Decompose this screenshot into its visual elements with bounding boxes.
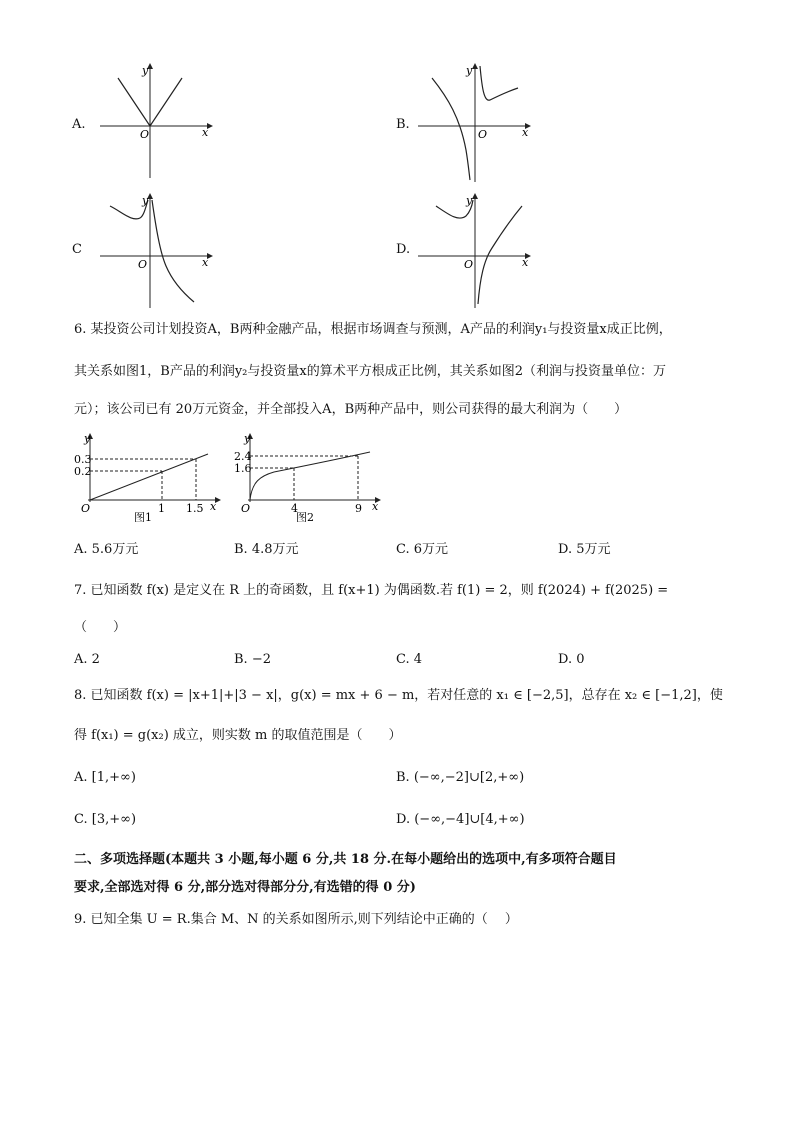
figure-caption: 图1 xyxy=(134,511,152,522)
y-label: y xyxy=(84,432,91,445)
q7-line-1: 7. 已知函数 f(x) 是定义在 R 上的奇函数，且 f(x+1) 为偶函数.若 f(1) = 2，则 f(2024) + f(2025) = xyxy=(74,583,669,598)
x-label: x xyxy=(210,500,217,513)
tick-y1: 2.4 xyxy=(234,450,252,463)
tick-x2: 9 xyxy=(355,502,362,515)
curve-y2 xyxy=(250,452,370,500)
x-label: x xyxy=(202,126,209,139)
tick-y1: 0.3 xyxy=(74,453,92,466)
curve-right xyxy=(152,200,194,302)
origin-label: O xyxy=(81,502,91,515)
y-label: y xyxy=(244,432,251,445)
tick-y2: 0.2 xyxy=(74,465,92,478)
section-2-line-1: 二、多项选择题(本题共 3 小题,每小题 6 分,共 18 分.在每小题给出的选项中,有多项符合题目 xyxy=(74,852,617,867)
graph-d xyxy=(418,188,538,310)
graph-c xyxy=(100,188,220,310)
option-d-label: D. xyxy=(396,242,411,257)
y-label: y xyxy=(466,64,473,77)
origin-label: O xyxy=(478,128,488,141)
q7-option-d: D. 0 xyxy=(558,652,585,667)
origin-label: O xyxy=(464,258,474,271)
figure-caption: 图2 xyxy=(296,511,314,522)
origin-label: O xyxy=(140,128,150,141)
section-2-line-2: 要求,全部选对得 6 分,部分选对得部分分,有选错的得 0 分) xyxy=(74,880,416,895)
q6-line-3: 元）；该公司已有 20万元资金，并全部投入A，B两种产品中，则公司获得的最大利润为（ ） xyxy=(74,402,628,417)
q7-option-a: A. 2 xyxy=(74,652,100,667)
tick-x1: 4 xyxy=(291,502,298,515)
origin-label: O xyxy=(241,502,251,515)
q6-line-1: 6. 某投资公司计划投资A，B两种金融产品，根据市场调查与预测，A产品的利润y₁与投资量x成正比例， xyxy=(74,322,672,337)
q9-line-1: 9. 已知全集 U = R.集合 M、N 的关系如图所示,则下列结论中正确的（ ） xyxy=(74,912,518,927)
tick-x2: 1.5 xyxy=(186,502,204,515)
q6-line-2: 其关系如图1，B产品的利润y₂与投资量x的算术平方根成正比例，其关系如图2（利润与投资量单位：万 xyxy=(74,364,666,379)
y-label: y xyxy=(466,194,473,207)
q8-option-b: B. (−∞,−2]∪[2,+∞) xyxy=(396,770,525,785)
tick-x1: 1 xyxy=(158,502,165,515)
q8-option-a: A. [1,+∞) xyxy=(74,770,136,785)
q8-line-1: 8. 已知函数 f(x) = |x+1|+|3 − x|，g(x) = mx + 6 − m，若对任意的 x₁ ∈ [−2,5]，总存在 x₂ ∈ [−1,2]，使 xyxy=(74,688,723,703)
q6-option-c: C. 6万元 xyxy=(396,542,449,557)
x-label: x xyxy=(522,256,529,269)
option-a-label: A. xyxy=(72,117,86,132)
graph-a xyxy=(100,58,220,180)
figure-2 xyxy=(234,430,384,522)
curve-right xyxy=(478,206,522,304)
q8-option-d: D. (−∞,−4]∪[4,+∞) xyxy=(396,812,525,827)
line-y1 xyxy=(90,454,208,500)
curve-right xyxy=(480,66,518,100)
y-label: y xyxy=(142,194,149,207)
q8-line-2: 得 f(x₁) = g(x₂) 成立，则实数 m 的取值范围是（ ） xyxy=(74,728,402,743)
graph-b xyxy=(418,58,538,184)
origin-label: O xyxy=(138,258,148,271)
figure-1 xyxy=(74,430,224,522)
q8-option-c: C. [3,+∞) xyxy=(74,812,137,827)
q7-option-b: B. −2 xyxy=(234,652,271,667)
curve-left xyxy=(432,78,470,180)
q7-line-2: （ ） xyxy=(74,620,127,635)
x-label: x xyxy=(202,256,209,269)
option-c-label: C xyxy=(72,242,82,257)
q6-option-b: B. 4.8万元 xyxy=(234,542,299,557)
y-label: y xyxy=(142,64,149,77)
q6-option-a: A. 5.6万元 xyxy=(74,542,139,557)
q6-option-d: D. 5万元 xyxy=(558,542,611,557)
option-b-label: B. xyxy=(396,117,410,132)
x-label: x xyxy=(522,126,529,139)
q7-option-c: C. 4 xyxy=(396,652,423,667)
x-label: x xyxy=(372,500,379,513)
tick-y2: 1.6 xyxy=(234,462,252,475)
